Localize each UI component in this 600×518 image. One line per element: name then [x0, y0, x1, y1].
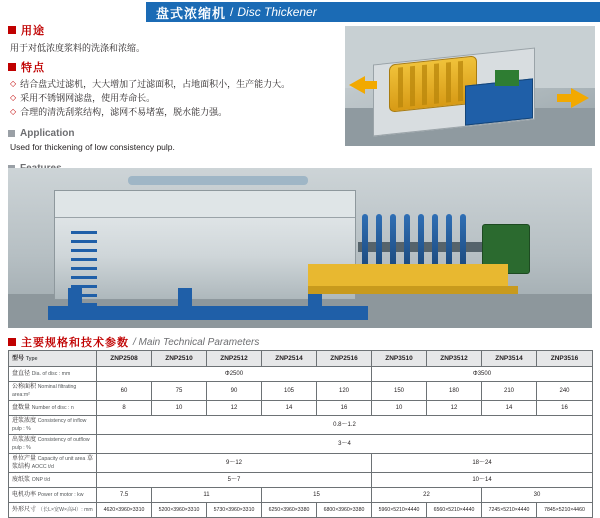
table-cell: 10	[372, 401, 427, 416]
table-cell: 14	[262, 401, 317, 416]
use-heading-label: 用途	[21, 25, 45, 37]
row-label: 盘直径 Dia. of disc : mm	[9, 367, 97, 382]
product-photo-main	[8, 168, 592, 328]
photo-disc-drum	[389, 55, 477, 112]
column-header-model: ZNP3512	[427, 351, 482, 367]
table-cell: 7845×5210×4460	[537, 503, 593, 518]
column-header-model: ZNP2512	[207, 351, 262, 367]
table-cell: 16	[317, 401, 372, 416]
table-row	[9, 367, 593, 382]
table-cell: 210	[482, 382, 537, 401]
table-row	[9, 454, 593, 473]
flow-arrow-left-tail	[363, 81, 377, 89]
table-cell: 7245×5210×4440	[482, 503, 537, 518]
table-cell: 7.5	[97, 488, 152, 503]
photo-trough-top	[55, 191, 355, 218]
column-header-model: ZNP2508	[97, 351, 152, 367]
row-label: 单位产量 Capacity of unit area 草浆结构 AOCC t/d	[9, 454, 97, 473]
row-label: 出浆浓度 Consistency of outflow pulp : %	[9, 435, 97, 454]
table-header-row	[9, 351, 593, 367]
photo-rail	[308, 286, 518, 294]
row-label: 盘数量 Number of disc : n	[9, 401, 97, 416]
table-cell: 6560×5210×4440	[427, 503, 482, 518]
table-cell: 12	[427, 401, 482, 416]
feature-text: 合理的清洗刮浆结构，滤网不易堵塞，脱水能力强。	[20, 107, 228, 117]
table-cell: 10	[152, 401, 207, 416]
photo-motor	[495, 70, 519, 86]
table-cell: 8	[97, 401, 152, 416]
application-text: Used for thickening of low consistency pulp.	[10, 142, 175, 152]
table-row	[9, 503, 593, 518]
photo-support-leg	[68, 288, 82, 316]
column-header-model: ZNP3514	[482, 351, 537, 367]
table-cell: 3～4	[97, 435, 593, 454]
feature-text: 结合盘式过滤机，大大增加了过滤面积，占地面积小，生产能力大。	[20, 79, 291, 89]
table-cell: Φ2500	[97, 367, 372, 382]
red-square-icon	[8, 26, 16, 34]
use-text: 用于对低浓度浆料的洗涤和浓缩。	[10, 43, 146, 53]
row-label: 外形尺寸 （长L×宽W×高H）: mm	[9, 503, 97, 518]
table-row	[9, 435, 593, 454]
table-cell: 11	[152, 488, 262, 503]
photo-yellow-platform	[308, 264, 508, 286]
red-square-icon	[8, 338, 16, 346]
table-cell: 90	[207, 382, 262, 401]
column-header-model: ZNP3510	[372, 351, 427, 367]
photo-support-leg	[178, 288, 192, 316]
table-row	[9, 473, 593, 488]
table-cell: 14	[482, 401, 537, 416]
params-heading-en: / Main Technical Parameters	[133, 336, 260, 348]
column-header-model: ZNP2510	[152, 351, 207, 367]
section-heading-use	[8, 22, 338, 38]
table-cell: 180	[427, 382, 482, 401]
table-cell: 60	[97, 382, 152, 401]
table-cell: 30	[482, 488, 593, 503]
table-cell: 18～24	[372, 454, 593, 473]
row-label: 公称面积 Nominal filtrating area:m²	[9, 382, 97, 401]
row-label: 废纸浆 ONP t/d	[9, 473, 97, 488]
table-cell: 10～14	[372, 473, 593, 488]
photo-pipe	[128, 176, 308, 185]
table-row	[9, 382, 593, 401]
table-cell: 0.8～1.2	[97, 416, 593, 435]
table-row	[9, 416, 593, 435]
red-square-icon	[8, 63, 16, 71]
params-heading-cn: 主要规格和技术参数	[21, 337, 129, 349]
column-header-model: ZNP2514	[262, 351, 317, 367]
table-cell: 120	[317, 382, 372, 401]
table-cell: 240	[537, 382, 593, 401]
flow-arrow-right-tail	[557, 94, 573, 102]
title-separator: /	[230, 5, 234, 19]
list-item	[10, 77, 338, 91]
table-cell: 16	[537, 401, 593, 416]
section-heading-application-en	[8, 128, 338, 139]
params-heading	[8, 334, 259, 350]
column-header-model: ZNP2516	[317, 351, 372, 367]
table-cell: 9～12	[97, 454, 372, 473]
table-cell: 150	[372, 382, 427, 401]
table-cell: 4620×3960×3310	[97, 503, 152, 518]
gray-square-icon	[8, 130, 15, 137]
table-cell: Φ3500	[372, 367, 593, 382]
feature-text: 采用不锈钢网滤盘，使用寿命长。	[20, 93, 156, 103]
diamond-bullet-icon: ◇	[10, 79, 17, 88]
table-cell: 105	[262, 382, 317, 401]
table-cell: 5960×5210×4440	[372, 503, 427, 518]
page-title-en: Disc Thickener	[237, 5, 317, 19]
list-item	[10, 91, 338, 105]
row-label: 进浆浓度 Consistency of inflow pulp : %	[9, 416, 97, 435]
table-cell: 6800×3960×3380	[317, 503, 372, 518]
diamond-bullet-icon: ◇	[10, 93, 17, 102]
table-row	[9, 488, 593, 503]
table-cell: 15	[262, 488, 372, 503]
table-cell: 5730×3960×3310	[207, 503, 262, 518]
column-header-model: ZNP3516	[537, 351, 593, 367]
table-row	[9, 401, 593, 416]
table-cell: 5200×3960×3310	[152, 503, 207, 518]
features-list	[10, 77, 338, 119]
application-heading-label: Application	[20, 128, 75, 139]
column-header-type: 型号 Type	[9, 351, 97, 367]
row-label: 电机功率 Power of motor : kw	[9, 488, 97, 503]
table-cell: 22	[372, 488, 482, 503]
diamond-bullet-icon: ◇	[10, 107, 17, 116]
table-cell: 6250×3960×3380	[262, 503, 317, 518]
list-item	[10, 105, 338, 119]
section-heading-features	[8, 59, 338, 75]
flow-arrow-right-icon	[571, 88, 589, 108]
table-cell: 12	[207, 401, 262, 416]
table-cell: 5～7	[97, 473, 372, 488]
table-cell: 75	[152, 382, 207, 401]
features-heading-label: 特点	[21, 62, 45, 74]
spec-table	[8, 350, 593, 518]
product-photo-detail	[345, 26, 595, 146]
page-title-cn: 盘式浓缩机	[156, 5, 227, 21]
